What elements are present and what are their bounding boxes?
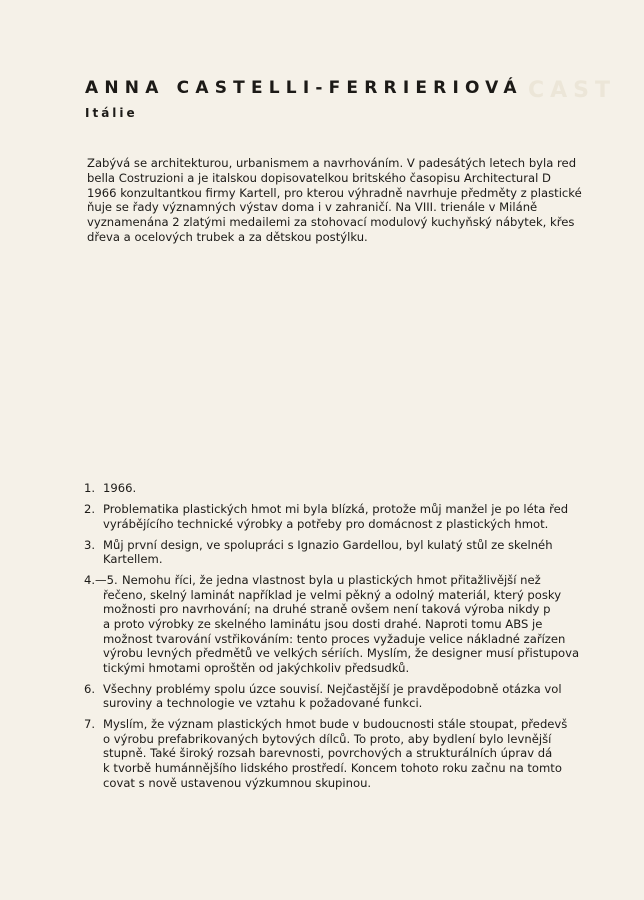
answer-line: Kartellem. xyxy=(103,552,163,567)
answer-item xyxy=(84,717,644,790)
answer-item xyxy=(84,481,644,496)
biography-line: dřeva a ocelových trubek a za dětskou postýlku. xyxy=(87,229,368,244)
answer-line: vyrábějícího technické výrobky a potřeby pro domácnost z plastických hmot. xyxy=(103,516,549,531)
answer-number: 3. xyxy=(84,537,96,552)
answer-line: možnosti pro navrhování; na druhé straně ovšem není taková výroba nikdy p xyxy=(103,602,551,617)
biography-line: 1966 konzultantkou firmy Kartell, pro kterou výhradně navrhuje předměty z plastické xyxy=(87,185,582,200)
answer-line: Můj první design, ve spolupráci s Ignazio Gardellou, byl kulatý stůl ze skelnéh xyxy=(103,537,553,552)
answer-number: 6. xyxy=(84,681,96,696)
answer-line: covat s nově ustavenou výzkumnou skupinou. xyxy=(103,775,372,790)
biography-line: bella Costruzioni a je italskou dopisovatelkou britského časopisu Architectural D xyxy=(87,170,551,185)
answer-line: Nemohu říci, že jedna vlastnost byla u plastických hmot přitažlivější než xyxy=(122,573,541,588)
answer-line: řečeno, skelný laminát například je velmi pěkný a odolný materiál, který posky xyxy=(103,587,562,602)
answer-line: 1966. xyxy=(103,481,137,495)
answer-line: a proto výrobky ze skelného laminátu jsou dosti drahé. Naproti tomu ABS je xyxy=(103,616,543,631)
answer-text xyxy=(103,717,644,790)
answer-line: Myslím, že význam plastických hmot bude v budoucnosti stále stoupat, předevš xyxy=(103,717,568,732)
biography-paragraph xyxy=(87,156,627,245)
answer-line: stupně. Také široký rozsah barevnosti, povrchových a strukturálních úprav dá xyxy=(103,746,553,761)
answer-item xyxy=(84,502,644,531)
answer-line: tickými hmotami oproštěn od jakýchkoliv předsudků. xyxy=(103,660,410,675)
answer-line: o výrobu prefabrikovaných bytových dílců. To proto, aby bydlení bylo levnější xyxy=(103,731,552,746)
answer-item xyxy=(84,538,644,567)
answer-text xyxy=(103,481,644,496)
answers-list xyxy=(84,481,644,797)
show-through-text: CAST xyxy=(528,78,617,103)
answer-text xyxy=(103,573,644,675)
answer-number: 4.—5. xyxy=(84,573,118,588)
author-name: ANNA CASTELLI-FERRIERIOVÁ xyxy=(85,78,523,98)
answer-line: výrobu levných předmětů ve velkých sériích. Myslím, že designer musí přistupova xyxy=(103,646,580,661)
biography-line: vyznamenána 2 zlatými medailemi za stohovací modulový kuchyňský nábytek, křes xyxy=(87,215,575,230)
answer-line: Všechny problémy spolu úzce souvisí. Nejčastější je pravděpodobně otázka vol xyxy=(103,681,562,696)
answer-number: 2. xyxy=(84,501,96,516)
biography-line: ňuje se řady významných výstav doma i v zahraničí. Na VIII. trienále v Miláně xyxy=(87,200,538,215)
answer-line: Problematika plastických hmot mi byla blízká, protože můj manžel je po léta řed xyxy=(103,501,569,516)
answer-text xyxy=(103,502,644,531)
answer-line: možnost tvarování vstřikováním: tento proces vyžaduje velice nákladné zařízen xyxy=(103,631,566,646)
answer-line: suroviny a technologie ve vztahu k požadované funkci. xyxy=(103,696,423,711)
answer-number: 1. xyxy=(84,481,96,495)
answer-item xyxy=(84,573,644,675)
biography-line: Zabývá se architekturou, urbanismem a navrhováním. V padesátých letech byla red xyxy=(87,156,577,170)
answer-number: 7. xyxy=(84,717,96,732)
answer-line: k tvorbě humánnějšího lidského prostředí. Koncem tohoto roku začnu na tomto xyxy=(103,761,562,776)
answer-item xyxy=(84,682,644,711)
answer-text xyxy=(103,538,644,567)
answer-text xyxy=(103,682,644,711)
author-country: Itálie xyxy=(85,106,138,120)
